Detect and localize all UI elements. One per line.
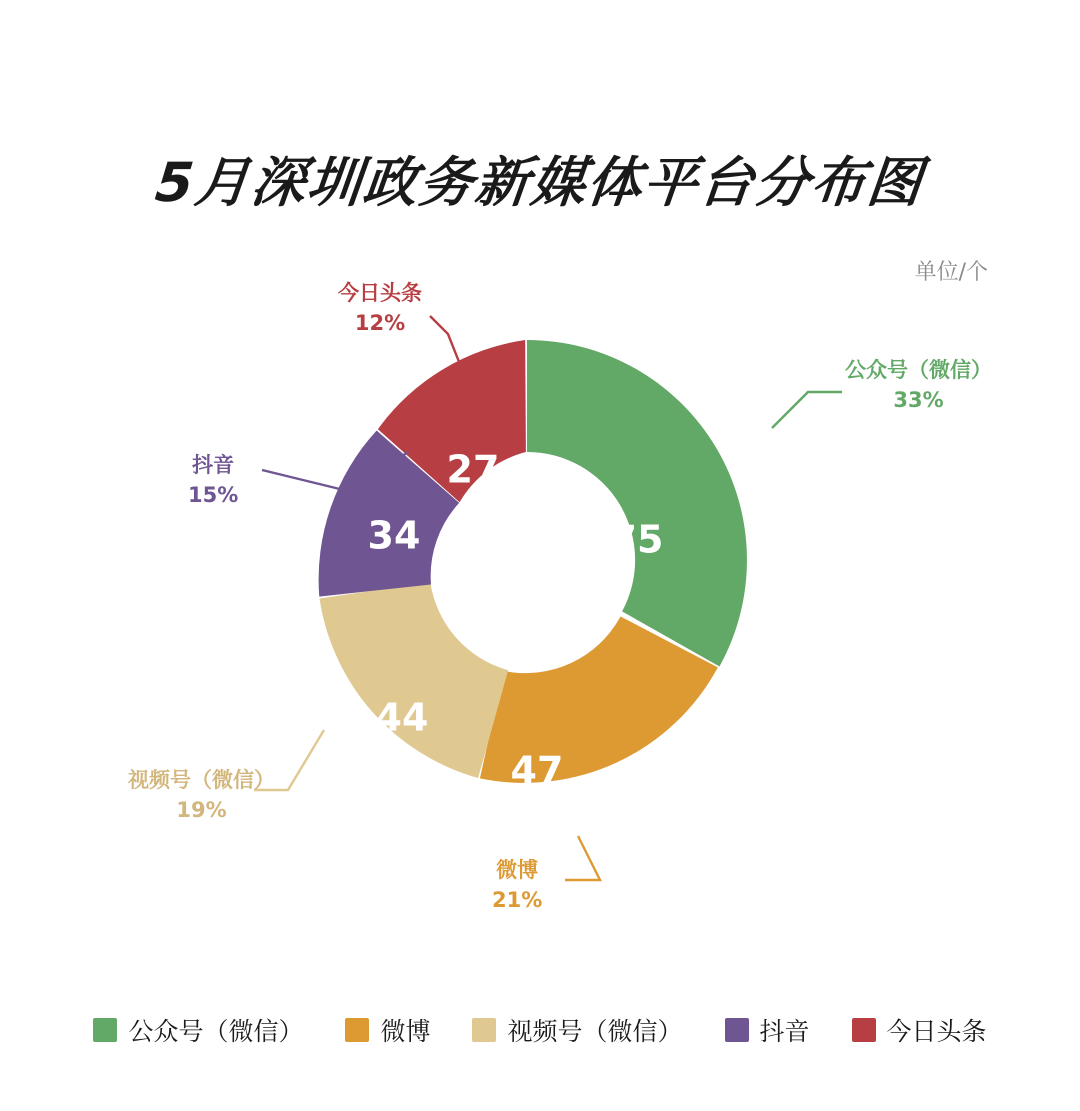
legend-swatch-weibo <box>345 1018 369 1042</box>
callout-sph-percent: 19% <box>176 798 227 823</box>
slice-value-sph: 44 <box>375 695 429 740</box>
callout-weibo-name: 微博 <box>496 858 539 882</box>
legend-item-douyin[interactable] <box>725 1012 810 1048</box>
legend-label-weibo: 微博 <box>380 1017 431 1046</box>
callout-gzh-percent: 33% <box>893 388 944 413</box>
leader-line-weibo <box>565 836 600 880</box>
callout-sph-name: 视频号（微信） <box>128 768 275 792</box>
legend-item-gzh[interactable] <box>93 1012 303 1048</box>
callout-sph <box>128 765 275 826</box>
slice-value-toutiao: 27 <box>446 447 500 492</box>
chart-title: 5月深圳政务新媒体平台分布图 <box>152 151 927 214</box>
legend-item-toutiao[interactable] <box>852 1012 987 1048</box>
legend-label-sph: 视频号（微信） <box>507 1017 683 1046</box>
callout-toutiao-name: 今日头条 <box>338 281 422 305</box>
pie-slice-gzh[interactable] <box>527 340 747 666</box>
callout-gzh-name: 公众号（微信） <box>845 358 992 382</box>
unit-note: 单位/个 <box>914 260 988 285</box>
callout-douyin <box>188 450 238 511</box>
legend-label-douyin: 抖音 <box>759 1017 810 1046</box>
callout-douyin-percent: 15% <box>188 483 239 508</box>
callout-weibo-percent: 21% <box>492 888 543 913</box>
legend-item-weibo[interactable] <box>345 1012 430 1048</box>
chart-legend <box>0 1012 1080 1048</box>
slice-value-weibo: 47 <box>510 748 564 793</box>
legend-swatch-toutiao <box>852 1018 876 1042</box>
donut-chart <box>255 295 785 825</box>
legend-label-toutiao: 今日头条 <box>886 1017 987 1046</box>
callout-douyin-name: 抖音 <box>192 453 235 477</box>
slice-value-douyin: 34 <box>367 513 421 558</box>
callout-toutiao-percent: 12% <box>354 311 406 336</box>
callout-weibo <box>492 855 542 916</box>
legend-swatch-gzh <box>93 1018 117 1042</box>
callout-gzh <box>845 355 992 416</box>
callout-toutiao <box>338 278 422 339</box>
slice-value-gzh: 75 <box>610 517 664 562</box>
pie-slice-sph[interactable] <box>320 582 509 778</box>
legend-label-gzh: 公众号（微信） <box>128 1017 304 1046</box>
legend-swatch-douyin <box>725 1018 749 1042</box>
legend-item-sph[interactable] <box>472 1012 682 1048</box>
legend-swatch-sph <box>472 1018 496 1042</box>
